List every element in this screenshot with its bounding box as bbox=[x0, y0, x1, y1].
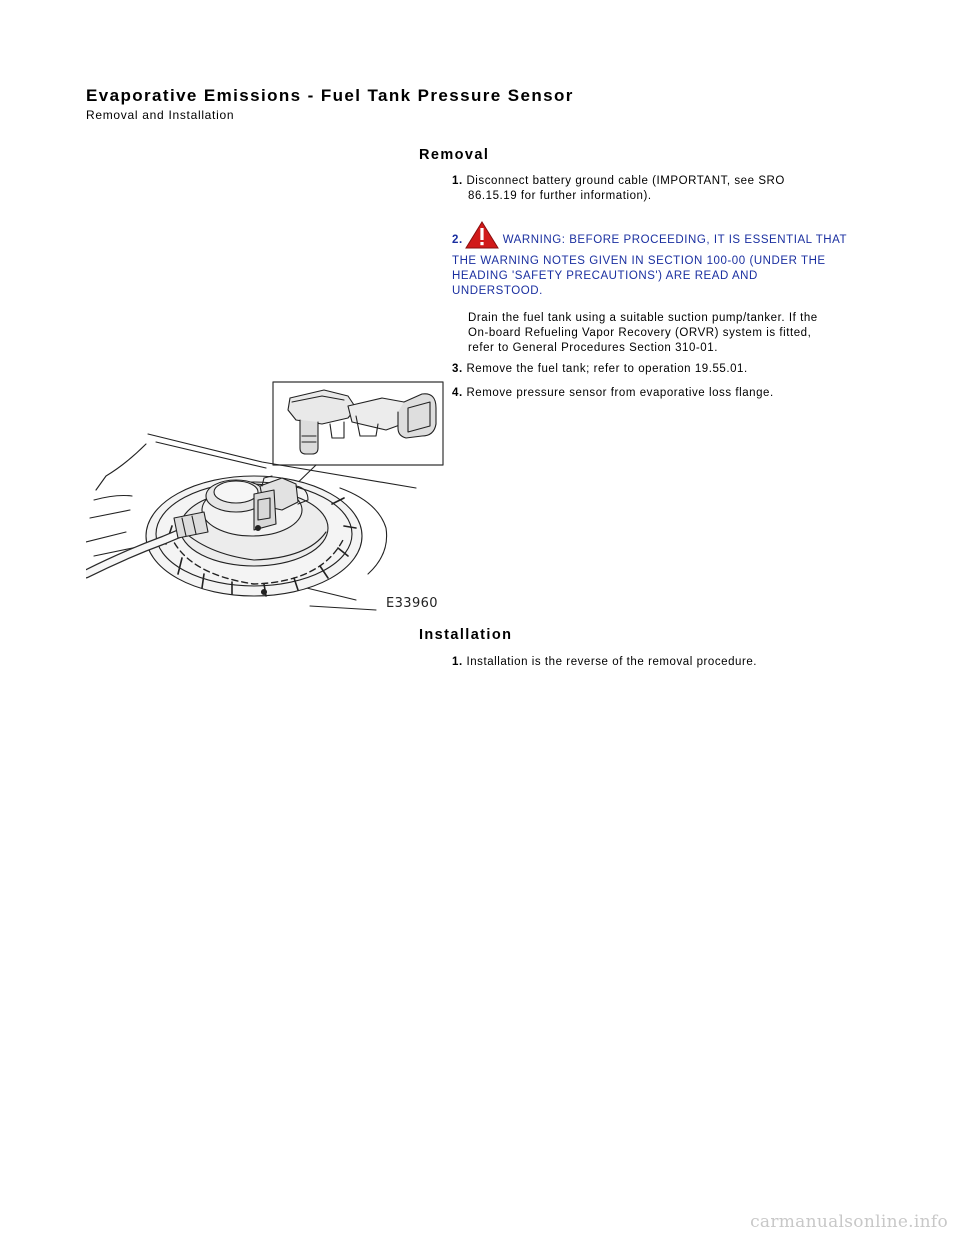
step-text-line: refer to General Procedures Section 310-01. bbox=[468, 342, 718, 354]
step-text: Installation is the reverse of the removal procedure. bbox=[466, 656, 758, 668]
figure-label: E33960 bbox=[386, 596, 438, 611]
warning-text-line: HEADING 'SAFETY PRECAUTIONS') ARE READ AND bbox=[452, 270, 758, 282]
step-number: 1. bbox=[452, 656, 463, 668]
step-text: Remove pressure sensor from evaporative loss flange. bbox=[466, 387, 774, 399]
warning-text-line: UNDERSTOOD. bbox=[452, 285, 543, 297]
removal-heading: Removal bbox=[419, 147, 490, 163]
step-text: Remove the fuel tank; refer to operation 19.55.01. bbox=[466, 363, 748, 375]
removal-step-2-warning bbox=[452, 221, 882, 299]
page-subtitle: Removal and Installation bbox=[86, 108, 235, 122]
step-text-continued: 86.15.19 for further information). bbox=[468, 190, 652, 202]
step-number: 2. bbox=[452, 234, 463, 246]
removal-step-1 bbox=[452, 174, 892, 204]
step-text-line: Drain the fuel tank using a suitable suction pump/tanker. If the bbox=[468, 312, 818, 324]
removal-step-3 bbox=[452, 362, 882, 377]
installation-heading: Installation bbox=[419, 627, 513, 643]
pressure-sensor-diagram bbox=[86, 378, 446, 619]
warning-text-line: WARNING: BEFORE PROCEEDING, IT IS ESSENTIAL THAT bbox=[502, 234, 848, 246]
removal-step-2-body bbox=[468, 311, 878, 356]
step-number: 4. bbox=[452, 387, 463, 399]
step-number: 3. bbox=[452, 363, 463, 375]
footer-watermark: carmanualsonline.info bbox=[750, 1212, 948, 1232]
installation-step-1 bbox=[452, 655, 882, 670]
step-text: Disconnect battery ground cable (IMPORTANT, see SRO bbox=[466, 175, 785, 187]
step-text-line: On-board Refueling Vapor Recovery (ORVR) system is fitted, bbox=[468, 327, 812, 339]
step-number: 1. bbox=[452, 175, 463, 187]
removal-step-4 bbox=[452, 386, 882, 401]
warning-icon bbox=[465, 221, 499, 254]
warning-text-line: THE WARNING NOTES GIVEN IN SECTION 100-00 (UNDER THE bbox=[452, 255, 826, 267]
page-title: Evaporative Emissions - Fuel Tank Pressure Sensor bbox=[86, 86, 574, 105]
